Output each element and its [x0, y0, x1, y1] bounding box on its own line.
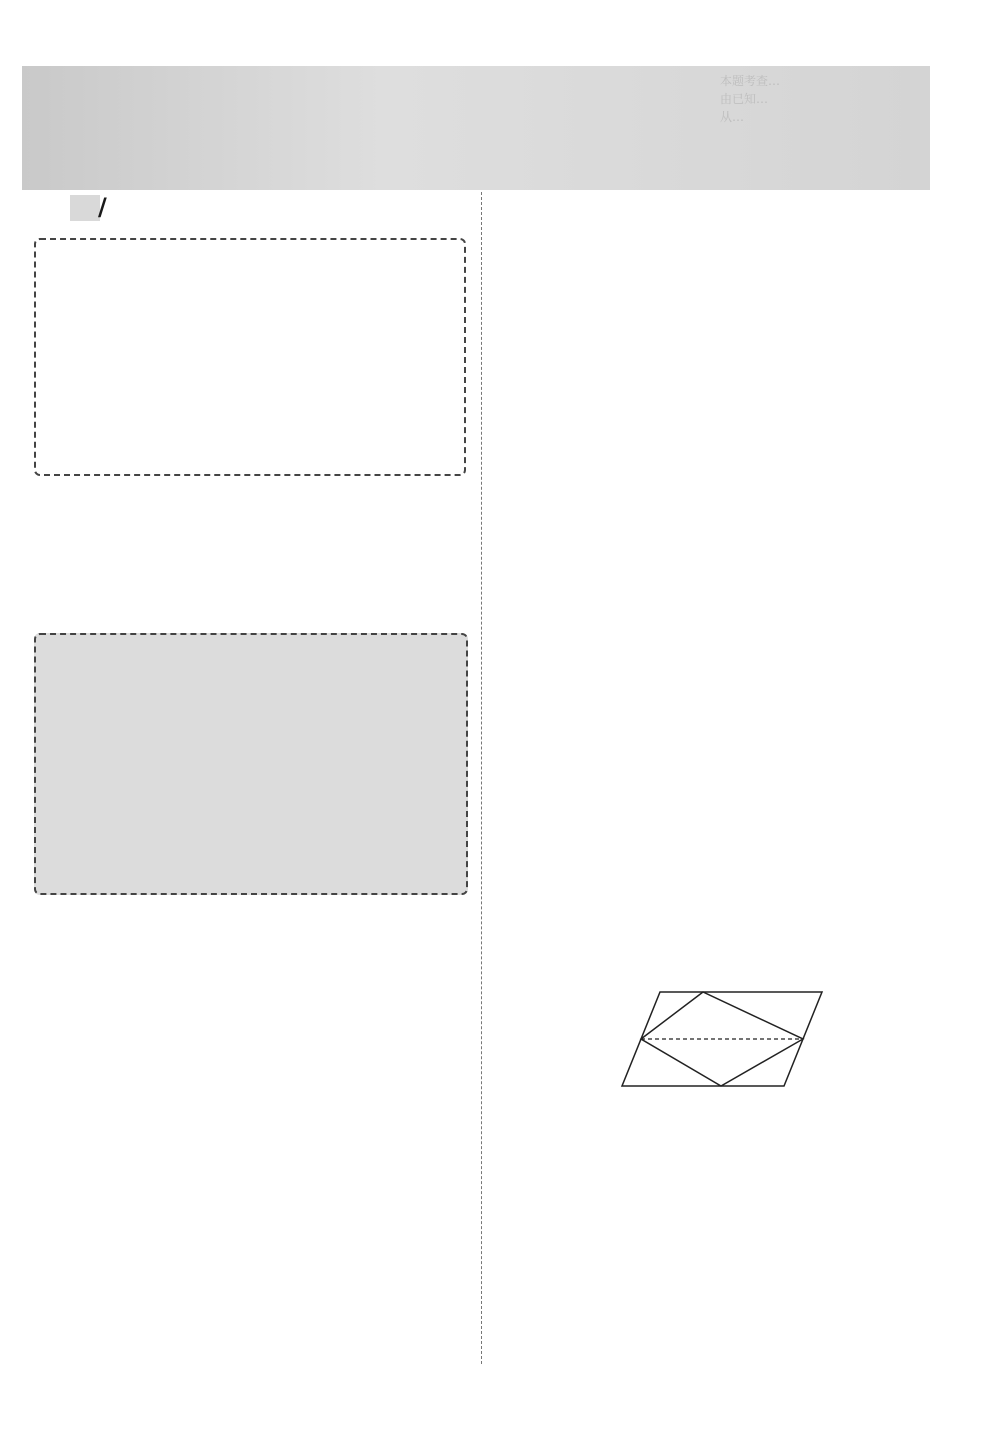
section-number [70, 195, 100, 221]
quick-answer-box [34, 238, 466, 476]
parallelogram-figure [612, 980, 842, 1102]
section-header [70, 195, 470, 223]
slash-icon: / [98, 193, 107, 221]
faint-background-text: 本题考查… 由已知… 从… [720, 74, 781, 124]
logo [48, 68, 248, 188]
answer-table [46, 278, 452, 348]
tip-box [34, 633, 468, 895]
column-divider [481, 192, 482, 1364]
